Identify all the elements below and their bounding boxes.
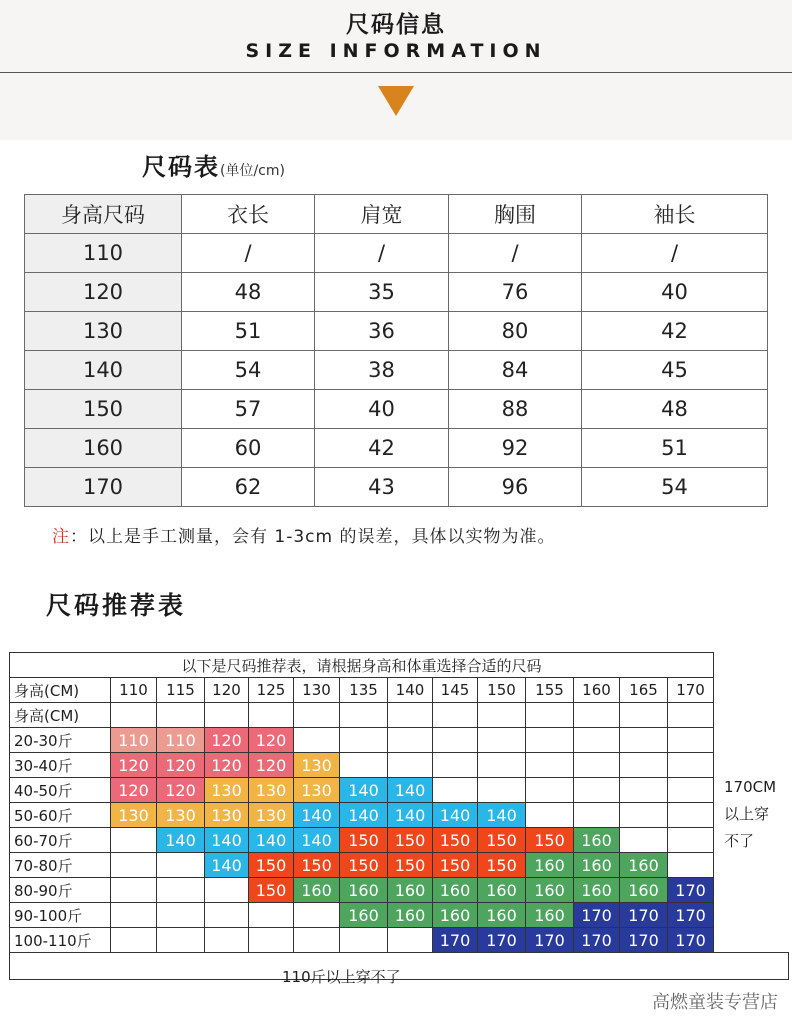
recommend-caption: 以下是尺码推荐表，请根据身高和体重选择合适的尺码 [10,653,714,678]
empty-cell [294,728,340,753]
size-value-cell: 92 [449,429,582,468]
recommended-size-cell: 150 [388,828,433,853]
weight-label-cell: 60-70斤 [10,828,111,853]
recommended-size-cell: 140 [388,803,433,828]
recommended-size-cell: 160 [526,878,574,903]
weight-label-cell: 70-80斤 [10,853,111,878]
recommended-size-cell: 160 [526,903,574,928]
recommended-size-cell: 170 [574,903,620,928]
empty-cell [620,728,668,753]
height-header-cell: 160 [574,678,620,703]
blank-cell [714,653,789,678]
empty-cell [526,728,574,753]
blank-cell [714,853,789,878]
side-note [724,774,784,855]
recommended-size-cell: 140 [294,828,340,853]
height-header-cell: 115 [157,678,205,703]
height-header-cell: 135 [340,678,388,703]
size-table-row [25,429,768,468]
side-note-line: 不了 [724,832,755,850]
size-value-cell: 57 [182,390,315,429]
empty-cell [478,728,526,753]
recommended-size-cell: 110 [157,728,205,753]
recommended-size-cell: 140 [157,828,205,853]
shop-watermark: 高燃童装专营店 [652,992,778,1013]
empty-cell [249,703,294,728]
size-table-row [25,273,768,312]
empty-cell [574,753,620,778]
empty-cell [388,703,433,728]
size-value-cell: 84 [449,351,582,390]
size-value-cell: 48 [582,390,768,429]
empty-cell [668,853,714,878]
size-table-header-cell: 胸围 [449,195,582,234]
empty-cell [205,928,249,953]
recommended-size-cell: 140 [433,803,478,828]
blank-cell [714,678,789,703]
recommended-size-cell: 170 [668,878,714,903]
size-label-cell: 150 [25,390,182,429]
empty-cell [668,778,714,803]
recommended-size-cell: 160 [574,828,620,853]
recommended-size-cell: 160 [340,903,388,928]
weight-row [10,728,789,753]
height-header-row [10,678,789,703]
size-table-unit: (单位/cm) [220,163,285,179]
empty-cell [478,753,526,778]
blank-cell [714,903,789,928]
empty-cell [294,903,340,928]
blank-cell [714,878,789,903]
empty-cell [340,753,388,778]
recommended-size-cell: 150 [249,878,294,903]
size-table [24,194,768,507]
height-header-cell: 145 [433,678,478,703]
empty-cell [433,753,478,778]
empty-cell [157,903,205,928]
empty-cell [668,753,714,778]
recommended-size-cell: 150 [433,853,478,878]
recommended-size-cell: 120 [249,728,294,753]
empty-cell [340,703,388,728]
recommended-size-cell: 140 [249,828,294,853]
size-value-cell: / [182,234,315,273]
empty-cell [249,928,294,953]
size-value-cell: 54 [582,468,768,507]
recommended-size-cell: 120 [111,753,157,778]
empty-cell [668,728,714,753]
weight-limit-note: 110斤以上穿不了 [282,968,401,986]
size-label-cell: 130 [25,312,182,351]
height-header-cell: 130 [294,678,340,703]
size-label-cell: 140 [25,351,182,390]
recommended-size-cell: 160 [478,878,526,903]
height-header-label: 身高(CM) [10,678,111,703]
recommended-size-cell: 130 [111,803,157,828]
empty-cell [157,703,205,728]
recommended-size-cell: 130 [294,753,340,778]
empty-cell [294,928,340,953]
empty-cell [526,753,574,778]
empty-cell [574,728,620,753]
empty-cell [340,728,388,753]
empty-cell [668,703,714,728]
recommended-size-cell: 130 [294,778,340,803]
recommended-size-cell: 170 [433,928,478,953]
size-table-row [25,390,768,429]
recommend-caption-row [10,653,789,678]
weight-label-cell: 50-60斤 [10,803,111,828]
empty-cell [294,703,340,728]
recommended-size-cell: 160 [388,903,433,928]
size-value-cell: 43 [315,468,449,507]
recommended-size-cell: 120 [157,778,205,803]
weight-label-cell: 20-30斤 [10,728,111,753]
side-note-line: 170CM [724,778,777,796]
empty-cell [433,728,478,753]
weight-label-cell: 80-90斤 [10,878,111,903]
recommended-size-cell: 130 [157,803,205,828]
measurement-note [52,522,555,547]
empty-cell [249,903,294,928]
note-text: ：以上是手工测量，会有 1-3cm 的误差，具体以实物为准。 [70,527,556,547]
empty-cell [574,778,620,803]
page-title: 尺码信息 [346,12,446,38]
empty-cell [620,753,668,778]
size-value-cell: 45 [582,351,768,390]
size-value-cell: 40 [315,390,449,429]
size-label-cell: 110 [25,234,182,273]
recommended-size-cell: 160 [294,878,340,903]
recommended-size-cell: 170 [574,928,620,953]
empty-cell [157,853,205,878]
weight-row [10,828,789,853]
recommended-size-cell: 120 [249,753,294,778]
recommended-size-cell: 150 [433,828,478,853]
empty-cell [111,828,157,853]
empty-cell [388,753,433,778]
empty-cell [668,803,714,828]
empty-cell [157,878,205,903]
empty-cell [388,728,433,753]
empty-cell [388,928,433,953]
recommended-size-cell: 140 [340,803,388,828]
empty-cell [526,803,574,828]
recommended-size-cell: 150 [340,853,388,878]
recommended-size-cell: 170 [620,903,668,928]
recommended-size-cell: 170 [478,928,526,953]
recommended-size-cell: 150 [249,853,294,878]
empty-cell [620,778,668,803]
subheader-label: 身高(CM) [10,703,111,728]
size-value-cell: 36 [315,312,449,351]
size-table-title-text: 尺码表 [142,153,220,181]
recommended-size-cell: 130 [249,778,294,803]
size-value-cell: 42 [315,429,449,468]
recommended-size-cell: 150 [478,853,526,878]
size-value-cell: 88 [449,390,582,429]
empty-cell [205,878,249,903]
size-table-row [25,312,768,351]
size-value-cell: / [315,234,449,273]
size-table-row [25,351,768,390]
empty-cell [478,703,526,728]
empty-cell [340,928,388,953]
weight-row [10,903,789,928]
weight-row [10,803,789,828]
empty-cell [111,903,157,928]
header-divider [0,72,792,73]
empty-cell [111,853,157,878]
empty-cell [620,828,668,853]
recommended-size-cell: 140 [205,828,249,853]
recommended-size-cell: 160 [478,903,526,928]
size-table-header-cell: 身高尺码 [25,195,182,234]
height-header-cell: 140 [388,678,433,703]
size-value-cell: 35 [315,273,449,312]
recommended-size-cell: 150 [526,828,574,853]
recommended-size-cell: 120 [205,728,249,753]
recommended-size-cell: 120 [205,753,249,778]
empty-cell [668,828,714,853]
height-header-cell: 150 [478,678,526,703]
empty-cell [478,778,526,803]
recommended-size-cell: 120 [111,778,157,803]
size-value-cell: / [449,234,582,273]
recommended-size-cell: 120 [157,753,205,778]
empty-cell [205,703,249,728]
height-header-cell: 120 [205,678,249,703]
weight-label-cell: 30-40斤 [10,753,111,778]
weight-row [10,753,789,778]
size-value-cell: 62 [182,468,315,507]
size-value-cell: / [582,234,768,273]
recommended-size-cell: 160 [526,853,574,878]
recommended-size-cell: 140 [205,853,249,878]
height-header-cell: 170 [668,678,714,703]
size-table-header-cell: 衣长 [182,195,315,234]
recommended-size-cell: 150 [294,853,340,878]
empty-cell [205,903,249,928]
size-value-cell: 76 [449,273,582,312]
recommended-size-cell: 140 [294,803,340,828]
height-header-cell: 165 [620,678,668,703]
recommend-table [9,652,789,980]
note-mark: 注 [52,527,70,547]
recommended-size-cell: 170 [668,928,714,953]
recommend-table-title: 尺码推荐表 [46,591,187,620]
height-header-cell: 155 [526,678,574,703]
size-label-cell: 120 [25,273,182,312]
weight-label-cell: 40-50斤 [10,778,111,803]
recommended-size-cell: 140 [340,778,388,803]
size-table-header-cell: 肩宽 [315,195,449,234]
recommended-size-cell: 110 [111,728,157,753]
empty-cell [111,878,157,903]
empty-cell [111,703,157,728]
recommended-size-cell: 130 [249,803,294,828]
recommended-size-cell: 150 [340,828,388,853]
recommended-size-cell: 140 [388,778,433,803]
recommended-size-cell: 170 [620,928,668,953]
side-note-line: 以上穿 [724,805,770,823]
size-value-cell: 60 [182,429,315,468]
subheader-row [10,703,789,728]
size-value-cell: 42 [582,312,768,351]
size-value-cell: 80 [449,312,582,351]
empty-cell [574,803,620,828]
weight-label-cell: 100-110斤 [10,928,111,953]
empty-cell [526,703,574,728]
recommended-size-cell: 160 [388,878,433,903]
size-value-cell: 96 [449,468,582,507]
weight-row [10,778,789,803]
blank-cell [714,703,789,728]
weight-row [10,878,789,903]
size-table-row [25,468,768,507]
blank-cell [714,728,789,753]
recommended-size-cell: 160 [620,853,668,878]
recommended-size-cell: 130 [205,778,249,803]
size-label-cell: 170 [25,468,182,507]
recommended-size-cell: 160 [574,853,620,878]
recommended-size-cell: 160 [574,878,620,903]
height-header-cell: 125 [249,678,294,703]
recommended-size-cell: 150 [478,828,526,853]
height-header-cell: 110 [111,678,157,703]
weight-label-cell: 90-100斤 [10,903,111,928]
empty-cell [620,803,668,828]
size-value-cell: 51 [182,312,315,351]
empty-cell [157,928,205,953]
size-label-cell: 160 [25,429,182,468]
size-table-header-cell: 袖长 [582,195,768,234]
weight-row [10,928,789,953]
size-value-cell: 40 [582,273,768,312]
recommended-size-cell: 150 [388,853,433,878]
recommended-size-cell: 160 [620,878,668,903]
recommended-size-cell: 160 [433,903,478,928]
recommended-size-cell: 140 [478,803,526,828]
size-value-cell: 48 [182,273,315,312]
empty-cell [111,928,157,953]
size-value-cell: 54 [182,351,315,390]
size-value-cell: 51 [582,429,768,468]
recommended-size-cell: 170 [668,903,714,928]
size-value-cell: 38 [315,351,449,390]
size-table-row [25,234,768,273]
weight-row [10,853,789,878]
size-table-title [142,147,285,182]
empty-cell [574,703,620,728]
recommended-size-cell: 160 [340,878,388,903]
recommended-size-cell: 170 [526,928,574,953]
size-table-header-row [25,195,768,234]
empty-cell [526,778,574,803]
recommended-size-cell: 160 [433,878,478,903]
recommended-size-cell: 130 [205,803,249,828]
empty-cell [620,703,668,728]
empty-cell [433,703,478,728]
down-arrow-icon [378,86,414,116]
page-subtitle: SIZE INFORMATION [245,40,547,62]
empty-cell [433,778,478,803]
blank-cell [714,928,789,953]
